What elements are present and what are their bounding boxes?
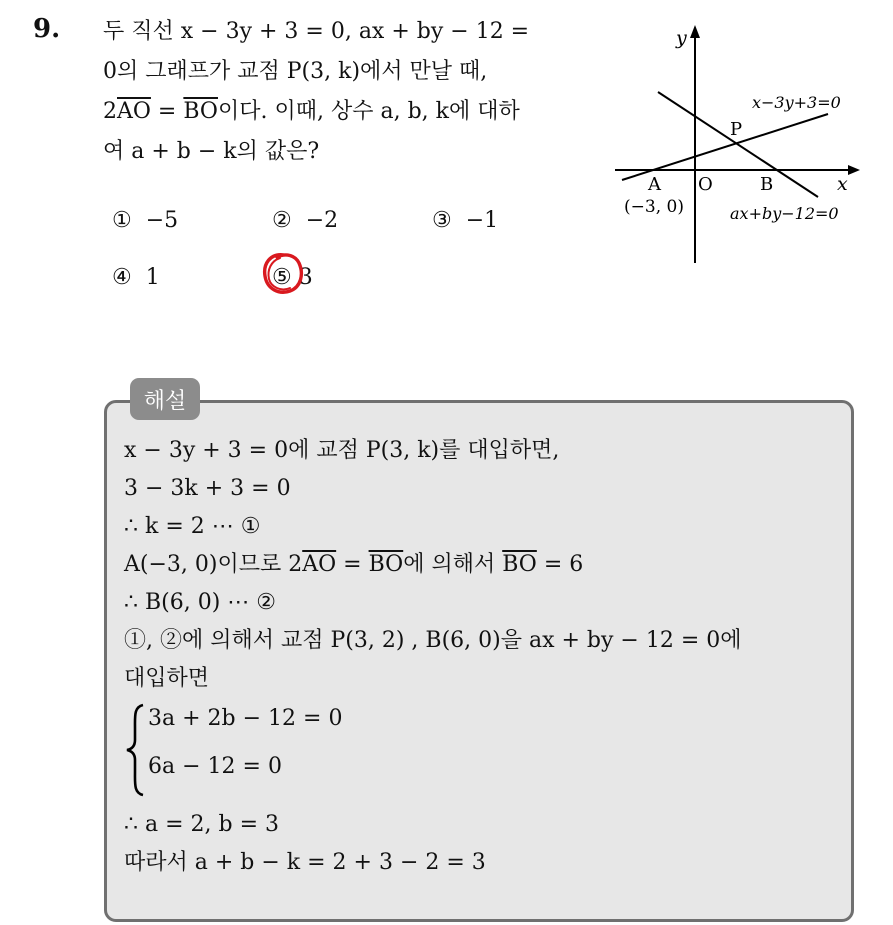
answer-circle-mark	[260, 250, 306, 298]
x-axis-label: x	[837, 173, 848, 195]
point-a-label: A	[648, 174, 661, 195]
point-b-label: B	[760, 174, 774, 195]
y-axis-label: y	[676, 27, 687, 49]
solution-segment-bo-1: $\overline{BO}$	[368, 552, 404, 577]
question-line-2: 0의 그래프가 교점 P(3, k)에서 만날 때,	[103, 59, 488, 84]
solution-segment-ao: $\overline{AO}$	[302, 552, 337, 577]
equation-2: 6a − 12 = 0	[148, 754, 282, 779]
choice-3-mark: ③	[432, 208, 452, 233]
line-2-label: ax+by−12=0	[730, 204, 839, 223]
choice-5-mark: ⑤	[272, 265, 292, 290]
choice-1-value: −5	[145, 208, 179, 233]
coef-2: 2	[103, 99, 117, 124]
solution-line-4-pre: A(−3, 0)이므로 2	[124, 552, 303, 577]
choice-2-mark: ②	[272, 208, 292, 233]
choice-2-value: −2	[305, 208, 339, 233]
solution-segment-bo-2: $\overline{BO}$	[502, 552, 537, 577]
solution-line-6: ①, ②에 의해서 교점 P(3, 2) , B(6, 0)을 ax + by − 12 = 0에	[124, 628, 742, 653]
solution-tag: 해설	[130, 378, 200, 420]
equals: =	[150, 99, 184, 124]
line-1-label: x−3y+3=0	[752, 93, 841, 112]
point-p-label: P	[730, 119, 743, 140]
solution-line-8: ∴ a = 2, b = 3	[124, 812, 280, 837]
solution-line-5: ∴ B(6, 0) ⋯ ②	[124, 590, 277, 615]
question-line-3-rest: 이다. 이때, 상수 a, b, k에 대하	[217, 99, 520, 124]
question-line-4: 여 a + b − k의 값은?	[103, 139, 320, 164]
solution-line-9: 따라서 a + b − k = 2 + 3 − 2 = 3	[124, 850, 486, 875]
point-a-coord: (−3, 0)	[624, 197, 684, 217]
question-number: 9.	[33, 14, 61, 44]
question-line-3	[103, 92, 593, 132]
solution-body	[124, 432, 844, 882]
origin-label: O	[698, 174, 713, 195]
solution-line-7: 대입하면	[124, 666, 210, 691]
solution-line-4-post: = 6	[536, 552, 584, 577]
solution-line-1: x − 3y + 3 = 0에 교점 P(3, k)를 대입하면,	[124, 438, 560, 463]
x-axis-arrow	[848, 165, 860, 175]
question-line-1: 두 직선 x − 3y + 3 = 0, ax + by − 12 =	[103, 19, 530, 44]
equation-1: 3a + 2b − 12 = 0	[148, 706, 343, 731]
choice-4[interactable]	[112, 265, 160, 290]
left-brace-icon	[124, 702, 146, 798]
segment-bo: $\overline{BO}$	[183, 99, 218, 124]
choice-2[interactable]	[272, 208, 338, 233]
coordinate-graph	[610, 20, 880, 280]
solution-line-4-mid: 에 의해서	[403, 552, 503, 577]
solution-line-3: ∴ k = 2 ⋯ ①	[124, 514, 261, 539]
segment-ao: $\overline{AO}$	[117, 99, 151, 124]
choice-5-value: 3	[298, 265, 313, 290]
solution-equals: =	[336, 552, 369, 577]
y-axis-arrow	[690, 25, 700, 38]
choice-1-mark: ①	[112, 208, 132, 233]
choice-3[interactable]	[432, 208, 498, 233]
question-text	[103, 12, 593, 172]
choice-3-value: −1	[465, 208, 499, 233]
solution-line-2: 3 − 3k + 3 = 0	[124, 476, 291, 501]
choice-1[interactable]	[112, 208, 178, 233]
choice-4-mark: ④	[112, 265, 132, 290]
equation-system	[124, 702, 844, 798]
choice-4-value: 1	[145, 265, 160, 290]
solution-line-4	[124, 546, 844, 584]
